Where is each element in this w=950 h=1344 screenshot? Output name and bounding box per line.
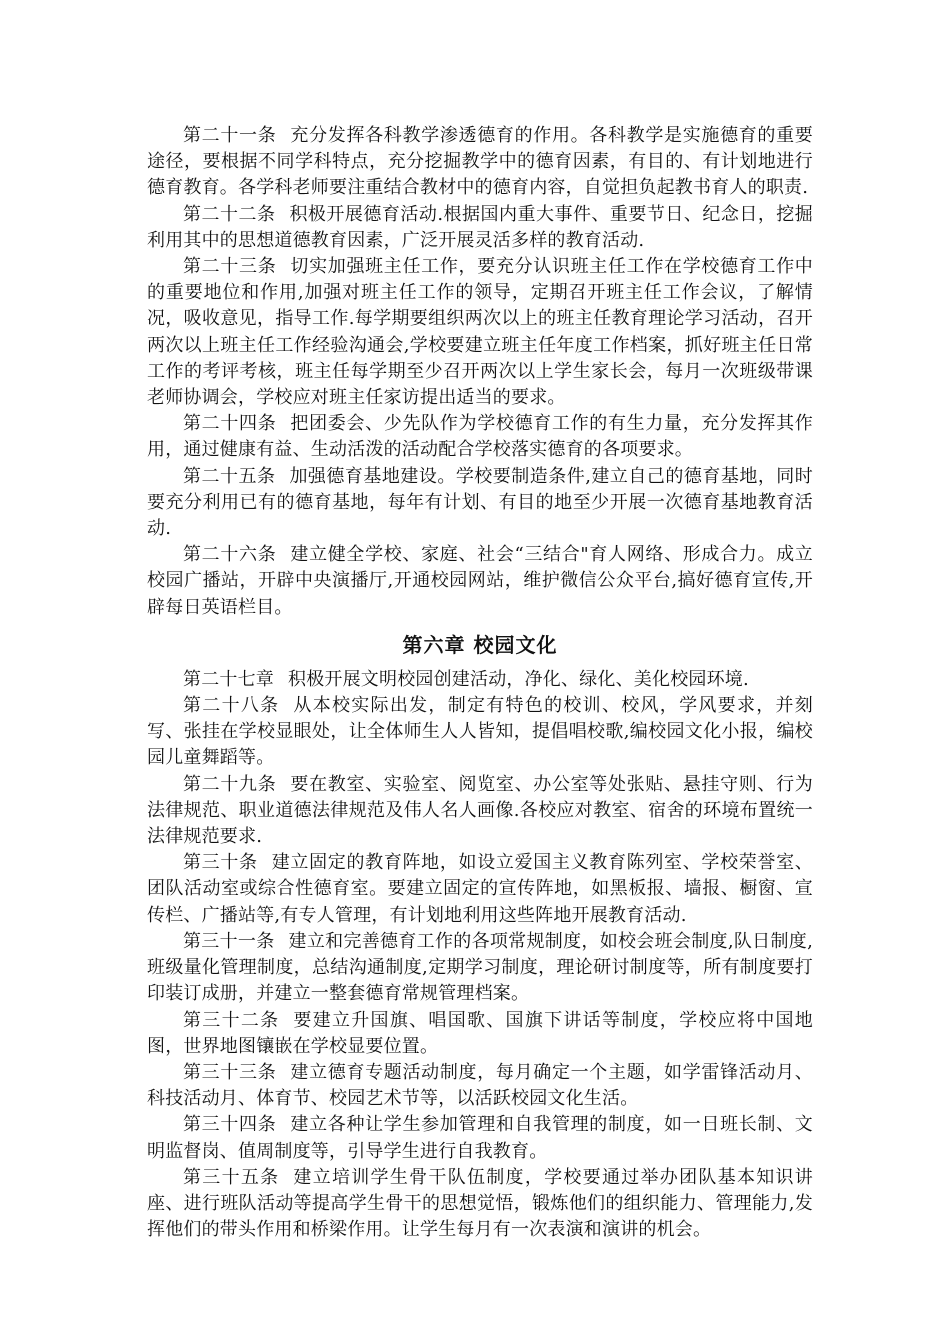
article-text: 建立培训学生骨干队伍制度，学校要通过举办团队基本知识讲座、进行班队活动等提高学生骨干的思想觉悟，锻炼他们的组织能力、管理能力,发挥他们的带头作用和桥梁作用。让学生每月有一次表演和演讲的机会。 xyxy=(147,1166,813,1241)
article-24 xyxy=(147,411,813,463)
article-27 xyxy=(147,667,813,693)
article-number: 第二十六条 xyxy=(183,544,277,566)
article-number: 第三十一条 xyxy=(183,930,275,952)
article-number: 第三十条 xyxy=(183,852,258,874)
article-text: 从本校实际出发，制定有特色的校训、校风，学风要求，并刻写、张挂在学校显眼处，让全体师生人人皆知，提倡唱校歌,编校园文化小报，编校园儿童舞蹈等。 xyxy=(147,695,813,769)
article-text: 要在教室、实验室、阅览室、办公室等处张贴、悬挂守则、行为法律规范、职业道德法律规范及伟人名人画像.各校应对教室、宿舍的环境布置统一法律规范要求. xyxy=(147,773,813,848)
article-number: 第二十四条 xyxy=(183,413,277,435)
article-text: 积极开展德育活动.根据国内重大事件、重要节日、纪念日，挖掘利用其中的思想道德教育因素，广泛开展灵活多样的教育活动. xyxy=(147,203,813,251)
article-32 xyxy=(147,1008,813,1060)
article-number: 第二十五条 xyxy=(183,465,276,487)
article-22 xyxy=(147,202,813,254)
article-number: 第二十九条 xyxy=(183,773,277,795)
article-30 xyxy=(147,850,813,929)
article-21 xyxy=(147,123,813,202)
article-number: 第二十二条 xyxy=(183,203,276,225)
article-number: 第三十五条 xyxy=(183,1166,280,1188)
article-number: 第三十二条 xyxy=(183,1009,280,1031)
article-number: 第二十八条 xyxy=(183,695,280,717)
article-text: 建立德育专题活动制度，每月确定一个主题，如学雷锋活动月、科技活动月、体育节、校园艺术节等，以活跃校园文化生活。 xyxy=(147,1061,813,1110)
article-text: 要建立升国旗、唱国歌、国旗下讲话等制度，学校应将中国地图，世界地图镶嵌在学校显要位置。 xyxy=(147,1009,813,1057)
article-25 xyxy=(147,464,813,543)
article-number: 第二十七章 xyxy=(183,668,274,690)
article-text: 切实加强班主任工作，要充分认识班主任工作在学校德育工作中的重要地位和作用,加强对班主任工作的领导，定期召开班主任工作会议，了解情况，吸收意见，指导工作.每学期要组织两次以上的班主任教育理论学习活动，召开两次以上班主任工作经验沟通会,学校要建立班主任年度工作档案，抓好班主任日常工作的考评考核，班主任每学期至少召开两次以上学生家长会，每月一次班级带课老师协调会，学校应对班主任家访提出适当的要求。 xyxy=(147,256,813,409)
article-number: 第二十一条 xyxy=(183,125,277,146)
article-text: 建立固定的教育阵地，如设立爱国主义教育陈列室、学校荣誉室、团队活动室或综合性德育室。要建立固定的宣传阵地，如黑板报、墙报、橱窗、宣传栏、广播站等,有专人管理，有计划地利用这些阵地开展教育活动. xyxy=(147,852,813,926)
document-page xyxy=(147,123,813,1243)
article-31 xyxy=(147,929,813,1008)
article-34 xyxy=(147,1112,813,1164)
article-26 xyxy=(147,542,813,621)
article-text: 加强德育基地建设。学校要制造条件,建立自己的德育基地，同时要充分利用已有的德育基地，每年有计划、有目的地至少开展一次德育基地教育活动. xyxy=(147,465,813,540)
article-28 xyxy=(147,693,813,772)
article-text: 充分发挥各科教学渗透德育的作用。各科教学是实施德育的重要途径，要根据不同学科特点，充分挖掘教学中的德育因素，有目的、有计划地进行德育教育。各学科老师要注重结合教材中的德育内容，自觉担负起教书育人的职责. xyxy=(147,125,813,199)
article-number: 第二十三条 xyxy=(183,256,277,278)
article-35 xyxy=(147,1165,813,1244)
article-text: 积极开展文明校园创建活动，净化、绿化、美化校园环境. xyxy=(288,668,749,690)
article-29 xyxy=(147,772,813,851)
article-text: 建立健全学校、家庭、社会“三结合"育人网络、形成合力。成立校园广播站，开辟中央演播厅,开通校园网站，维护微信公众平台,搞好德育宣传,开辟每日英语栏目。 xyxy=(147,544,814,618)
article-number: 第三十三条 xyxy=(183,1061,277,1083)
article-33 xyxy=(147,1060,813,1112)
article-23 xyxy=(147,254,813,411)
article-number: 第三十四条 xyxy=(183,1114,277,1136)
article-text: 建立和完善德育工作的各项常规制度，如校会班会制度,队日制度,班级量化管理制度，总结沟通制度,定期学习制度，理论研讨制度等，所有制度要打印装订成册，并建立一整套德育常规管理档案。 xyxy=(147,930,813,1005)
article-text: 建立各种让学生参加管理和自我管理的制度，如一日班长制、文明监督岗、值周制度等，引导学生进行自我教育。 xyxy=(147,1114,813,1162)
article-text: 把团委会、少先队作为学校德育工作的有生力量，充分发挥其作用，通过健康有益、生动活泼的活动配合学校落实德育的各项要求。 xyxy=(147,413,813,461)
chapter-heading: 第六章 校园文化 xyxy=(402,632,558,657)
